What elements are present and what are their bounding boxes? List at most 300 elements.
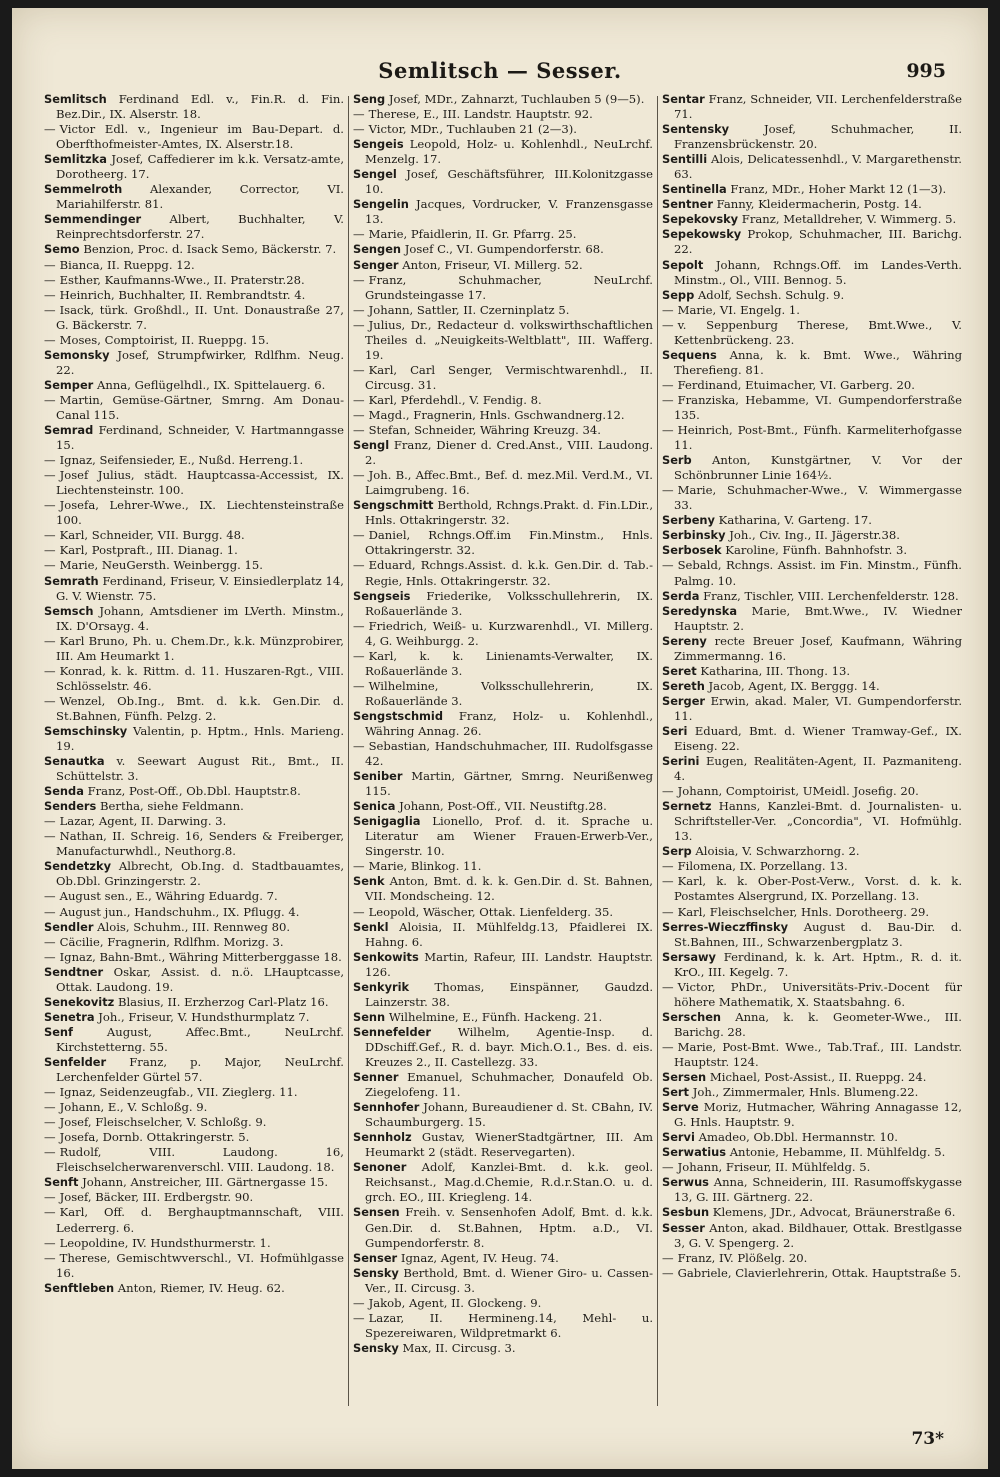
directory-entry bbox=[44, 423, 344, 453]
directory-entry bbox=[353, 679, 653, 709]
column-divider bbox=[657, 96, 658, 1406]
directory-entry bbox=[353, 769, 653, 799]
entry-details: Josef, Fleischselcher, V. Schloßg. 9. bbox=[59, 1115, 267, 1130]
entry-surname: Sengel bbox=[353, 167, 397, 182]
entry-surname: Semper bbox=[44, 377, 94, 392]
directory-entry bbox=[662, 393, 962, 423]
directory-entry bbox=[353, 167, 653, 197]
repeat-dash: — bbox=[44, 1250, 56, 1265]
repeat-dash: — bbox=[353, 678, 365, 693]
entry-details: Friedrich, Weiß- u. Kurzwarenhdl., VI. Millerg. 4, G. Weihburgg. 2. bbox=[365, 618, 653, 648]
repeat-dash: — bbox=[44, 1100, 56, 1115]
directory-entry bbox=[44, 694, 344, 724]
entry-surname: Semrath bbox=[44, 573, 99, 588]
directory-entry bbox=[662, 543, 962, 558]
directory-entry bbox=[44, 950, 344, 965]
directory-entry bbox=[44, 152, 344, 182]
entry-details: Karl, Postpraft., III. Dianag. 1. bbox=[59, 543, 238, 558]
entry-details: Eugen, Realitäten-Agent, II. Pazmaniteng. 4. bbox=[674, 754, 962, 784]
directory-entry bbox=[662, 378, 962, 393]
repeat-dash: — bbox=[662, 483, 674, 498]
directory-entry bbox=[353, 1160, 653, 1205]
entry-surname: Sensen bbox=[353, 1205, 400, 1220]
directory-entry bbox=[44, 498, 344, 528]
directory-entry bbox=[44, 378, 344, 393]
entry-details: Max, II. Circusg. 3. bbox=[402, 1340, 516, 1355]
directory-entry bbox=[44, 273, 344, 288]
repeat-dash: — bbox=[44, 663, 56, 678]
entry-surname: Senner bbox=[353, 1070, 399, 1085]
entry-details: Valentin, p. Hptm., Hnls. Marieng. 19. bbox=[56, 723, 344, 754]
entry-details: Victor, MDr., Tuchlauben 21 (2—3). bbox=[368, 122, 577, 137]
entry-details: Johann, Anstreicher, III. Gärtnergasse 15. bbox=[82, 1175, 329, 1190]
entry-surname: Senger bbox=[353, 257, 399, 272]
entry-details: Johann, Amtsdiener im LVerth. Minstm., IX. D'Orsayg. 4. bbox=[56, 603, 344, 633]
entry-details: Therese, E., III. Landstr. Hauptstr. 92. bbox=[368, 107, 593, 122]
directory-entry bbox=[662, 1010, 962, 1040]
entry-details: Esther, Kaufmanns-Wwe., II. Praterstr.28. bbox=[59, 272, 305, 287]
entry-details: Wilhelmine, Volksschullehrerin, IX. Roßauerlände 3. bbox=[365, 678, 653, 708]
repeat-dash: — bbox=[353, 1295, 365, 1310]
repeat-dash: — bbox=[662, 859, 674, 874]
directory-entry bbox=[662, 664, 962, 679]
entry-surname: Serp bbox=[662, 844, 692, 859]
column-divider bbox=[348, 96, 349, 1406]
entry-details: Gabriele, Clavierlehrerin, Ottak. Hauptstraße 5. bbox=[677, 1265, 962, 1280]
directory-entry bbox=[44, 634, 344, 664]
entry-details: Josef C., VI. Gumpendorferstr. 68. bbox=[404, 242, 604, 257]
directory-entry bbox=[662, 754, 962, 784]
directory-entry bbox=[662, 423, 962, 453]
entry-surname: Semlitzka bbox=[44, 152, 107, 167]
entry-details: Nathan, II. Schreig. 16, Senders & Freiberger, Manufacturwhdl., Neuthorg.8. bbox=[56, 829, 344, 859]
directory-entry bbox=[353, 709, 653, 739]
directory-entry bbox=[662, 528, 962, 543]
directory-entry bbox=[44, 1115, 344, 1130]
directory-entry bbox=[662, 1130, 962, 1145]
directory-entry bbox=[662, 874, 962, 904]
directory-entry bbox=[662, 558, 962, 588]
entry-surname: Seng bbox=[353, 92, 386, 106]
repeat-dash: — bbox=[353, 423, 365, 438]
entry-surname: Sersawy bbox=[662, 949, 716, 964]
entry-details: Aloisia, II. Mühlfeldg.13, Pfaidlerei IX. Hahng. 6. bbox=[365, 919, 653, 949]
directory-entry bbox=[662, 1221, 962, 1251]
entry-details: Franz, Schneider, VII. Lerchenfelderstraße 71. bbox=[674, 92, 962, 122]
entry-details: Daniel, Rchngs.Off.im Fin.Minstm., Hnls. Ottakringerstr. 32. bbox=[365, 528, 653, 558]
repeat-dash: — bbox=[44, 468, 56, 483]
entry-details: recte Breuer Josef, Kaufmann, Währing Zimmermanng. 16. bbox=[674, 633, 962, 663]
directory-entry bbox=[662, 1251, 962, 1266]
repeat-dash: — bbox=[662, 302, 674, 317]
directory-entry bbox=[44, 393, 344, 423]
entry-details: Rudolf, VIII. Laudong. 16, Fleischselcherwarenverschl. VIII. Laudong. 18. bbox=[56, 1145, 344, 1175]
directory-entry bbox=[353, 498, 653, 528]
entry-surname: Sengstschmid bbox=[353, 708, 443, 723]
directory-entry bbox=[662, 303, 962, 318]
entry-surname: Seniber bbox=[353, 769, 403, 784]
directory-entry bbox=[662, 589, 962, 604]
directory-entry bbox=[662, 453, 962, 483]
entry-details: Ignaz, Seifensieder, E., Nußd. Herreng.1. bbox=[59, 453, 304, 468]
entry-details: Victor Edl. v., Ingenieur im Bau-Depart. d. Oberfthofmeister-Amtes, IX. Alserstr.18. bbox=[56, 122, 344, 152]
directory-entry bbox=[353, 122, 653, 137]
entry-details: Karoline, Fünfh. Bahnhofstr. 3. bbox=[725, 543, 908, 558]
entry-surname: Semmendinger bbox=[44, 212, 142, 227]
entry-surname: Sengl bbox=[353, 438, 390, 453]
entry-surname: Sennefelder bbox=[353, 1024, 431, 1039]
repeat-dash: — bbox=[44, 633, 56, 648]
entry-details: Ferdinand, Schneider, V. Hartmanngasse 15. bbox=[56, 423, 344, 453]
page-title: Semlitsch — Sesser. bbox=[378, 58, 622, 83]
entry-details: Ferdinand Edl. v., Fin.R. d. Fin. Bez.Dir., IX. Alserstr. 18. bbox=[56, 92, 344, 122]
entry-details: Gustav, WienerStadtgärtner, III. Am Heumarkt 2 (städt. Reservegarten). bbox=[365, 1130, 653, 1160]
repeat-dash: — bbox=[44, 829, 56, 844]
entry-details: Eduard, Bmt. d. Wiener Tramway-Gef., IX. Eiseng. 22. bbox=[674, 723, 962, 754]
directory-entry bbox=[44, 920, 344, 935]
directory-entry bbox=[44, 348, 344, 378]
directory-entry bbox=[353, 227, 653, 242]
entry-details: Leopoldine, IV. Hundsthurmerstr. 1. bbox=[59, 1235, 271, 1250]
repeat-dash: — bbox=[44, 1235, 56, 1250]
directory-entry bbox=[44, 965, 344, 995]
entry-surname: Servi bbox=[662, 1130, 695, 1145]
entry-details: Karl, k. k. Ober-Post-Verw., Vorst. d. k. k. Postamtes Alsergrund, IX. Porzellang. 13. bbox=[674, 874, 962, 904]
repeat-dash: — bbox=[662, 874, 674, 889]
entry-details: Bianca, II. Rueppg. 12. bbox=[59, 257, 195, 272]
repeat-dash: — bbox=[353, 392, 365, 407]
directory-entry bbox=[44, 1281, 344, 1296]
page-number: 995 bbox=[906, 60, 946, 82]
entry-details: Filomena, IX. Porzellang. 13. bbox=[677, 859, 848, 874]
entry-details: Katharina, III. Thong. 13. bbox=[700, 663, 851, 678]
entry-details: Josef, Geschäftsführer, III.Kolonitzgasse 10. bbox=[365, 167, 653, 197]
entry-surname: Senf bbox=[44, 1024, 73, 1039]
directory-entry bbox=[353, 242, 653, 257]
directory-entry bbox=[44, 664, 344, 694]
repeat-dash: — bbox=[44, 1130, 56, 1145]
entry-surname: Seret bbox=[662, 663, 697, 678]
entry-details: Stefan, Schneider, Währing Kreuzg. 34. bbox=[368, 423, 601, 438]
entry-surname: Sendetzky bbox=[44, 859, 111, 874]
entry-details: Joh., Friseur, V. Hundsthurmplatz 7. bbox=[98, 1009, 310, 1024]
entry-details: Anna, k. k. Geometer-Wwe., III. Barichg. 28. bbox=[674, 1009, 962, 1039]
entry-details: Marie, Bmt.Wwe., IV. Wiedner Hauptstr. 2. bbox=[674, 603, 962, 633]
entry-details: Victor, PhDr., Universitäts-Priv.-Docent für höhere Mathematik, X. Staatsbahng. 6. bbox=[674, 979, 962, 1009]
directory-entry bbox=[44, 288, 344, 303]
directory-entry bbox=[44, 543, 344, 558]
entry-surname: Senser bbox=[353, 1250, 398, 1265]
entry-surname: Serres-Wieczffinsky bbox=[662, 919, 789, 934]
entry-surname: Senkl bbox=[353, 919, 389, 934]
entry-surname: Sequens bbox=[662, 347, 717, 362]
entry-surname: Sentilli bbox=[662, 152, 708, 167]
entry-details: Ferdinand, Friseur, V. Einsiedlerplatz 14, G. V. Wienstr. 75. bbox=[56, 573, 344, 603]
directory-entry bbox=[353, 137, 653, 167]
entry-details: Marie, Post-Bmt. Wwe., Tab.Traf., III. Landstr. Hauptstr. 124. bbox=[674, 1039, 962, 1069]
entry-details: Marie, Schuhmacher-Wwe., V. Wimmergasse 33. bbox=[674, 483, 962, 513]
entry-surname: Serda bbox=[662, 588, 700, 603]
directory-entry bbox=[353, 558, 653, 588]
repeat-dash: — bbox=[44, 904, 56, 919]
directory-entry bbox=[662, 1175, 962, 1205]
directory-entry bbox=[44, 1055, 344, 1085]
repeat-dash: — bbox=[353, 739, 365, 754]
entry-surname: Sennholz bbox=[353, 1130, 412, 1145]
directory-entry bbox=[662, 784, 962, 799]
directory-columns bbox=[44, 92, 962, 1422]
entry-details: Franz, Schuhmacher, NeuLrchf. Grundsteingasse 17. bbox=[365, 272, 653, 302]
entry-details: Fanny, Kleidermacherin, Postg. 14. bbox=[716, 197, 922, 212]
entry-details: Martin, Rafeur, III. Landstr. Hauptstr. 126. bbox=[365, 949, 653, 979]
directory-entry bbox=[44, 528, 344, 543]
signature-mark: 73* bbox=[911, 1429, 944, 1449]
entry-surname: Semschinsky bbox=[44, 723, 128, 738]
entry-details: Franziska, Hebamme, VI. Gumpendorferstraße 135. bbox=[674, 392, 962, 422]
entry-surname: Sereny bbox=[662, 633, 707, 648]
entry-details: Martin, Gemüse-Gärtner, Smrng. Am Donau-Canal 115. bbox=[56, 392, 344, 422]
entry-surname: Senkyrik bbox=[353, 979, 410, 994]
directory-entry bbox=[662, 724, 962, 754]
entry-surname: Senekovitz bbox=[44, 994, 115, 1009]
directory-entry bbox=[662, 1266, 962, 1281]
entry-surname: Senn bbox=[353, 1009, 386, 1024]
directory-entry bbox=[662, 1040, 962, 1070]
entry-surname: Serb bbox=[662, 453, 692, 468]
entry-details: Sebastian, Handschuhmacher, III. Rudolfsgasse 42. bbox=[365, 739, 653, 769]
column-2 bbox=[353, 92, 653, 1422]
entry-details: Franz, MDr., Hoher Markt 12 (1—3). bbox=[730, 182, 947, 197]
entry-details: Antonie, Hebamme, II. Mühlfeldg. 5. bbox=[729, 1145, 946, 1160]
entry-details: Josef, Strumpfwirker, Rdlfhm. Neug. 22. bbox=[56, 347, 344, 377]
entry-details: August sen., E., Währing Eduardg. 7. bbox=[59, 889, 278, 904]
directory-entry bbox=[44, 242, 344, 257]
entry-surname: Seri bbox=[662, 723, 688, 738]
entry-details: August jun., Handschuhm., IX. Pflugg. 4. bbox=[59, 904, 300, 919]
directory-entry bbox=[662, 288, 962, 303]
repeat-dash: — bbox=[662, 1039, 674, 1054]
entry-surname: Senica bbox=[353, 799, 396, 814]
entry-surname: Seredynska bbox=[662, 603, 738, 618]
entry-details: Ignaz, Agent, IV. Heug. 74. bbox=[400, 1250, 559, 1265]
entry-details: Marie, VI. Engelg. 1. bbox=[677, 302, 800, 317]
entry-surname: Semlitsch bbox=[44, 92, 107, 106]
directory-entry bbox=[353, 408, 653, 423]
directory-entry bbox=[44, 1251, 344, 1281]
directory-entry bbox=[44, 889, 344, 904]
entry-details: Franz, Holz- u. Kohlenhdl., Währing Annag. 26. bbox=[365, 708, 653, 738]
entry-details: Karl Bruno, Ph. u. Chem.Dr., k.k. Münzprobirer, III. Am Heumarkt 1. bbox=[56, 633, 344, 663]
directory-entry bbox=[662, 604, 962, 634]
directory-entry bbox=[44, 182, 344, 212]
entry-details: Josef, MDr., Zahnarzt, Tuchlauben 5 (9—5). bbox=[388, 92, 645, 106]
repeat-dash: — bbox=[662, 377, 674, 392]
repeat-dash: — bbox=[44, 1145, 56, 1160]
entry-details: Leopold, Wäscher, Ottak. Lienfelderg. 35. bbox=[368, 904, 614, 919]
entry-surname: Sesbun bbox=[662, 1205, 710, 1220]
entry-surname: Sert bbox=[662, 1085, 689, 1100]
entry-details: Anton, Riemer, IV. Heug. 62. bbox=[117, 1280, 285, 1295]
directory-entry bbox=[44, 1100, 344, 1115]
entry-details: Anton, Friseur, VI. Millerg. 52. bbox=[402, 257, 583, 272]
directory-entry bbox=[44, 905, 344, 920]
directory-entry bbox=[44, 859, 344, 889]
entry-surname: Serwus bbox=[662, 1175, 709, 1190]
directory-entry bbox=[662, 1100, 962, 1130]
directory-entry bbox=[44, 1190, 344, 1205]
repeat-dash: — bbox=[44, 453, 56, 468]
directory-entry bbox=[353, 920, 653, 950]
directory-entry bbox=[353, 107, 653, 122]
directory-entry bbox=[662, 844, 962, 859]
entry-details: Johann, Friseur, II. Mühlfeldg. 5. bbox=[677, 1160, 871, 1175]
directory-entry bbox=[44, 1175, 344, 1190]
directory-entry bbox=[353, 1266, 653, 1296]
repeat-dash: — bbox=[44, 1205, 56, 1220]
entry-surname: Sendler bbox=[44, 919, 94, 934]
entry-details: Franz, Metalldreher, V. Wimmerg. 5. bbox=[741, 212, 957, 227]
entry-surname: Sepp bbox=[662, 287, 695, 302]
directory-entry bbox=[44, 1236, 344, 1251]
directory-entry bbox=[44, 453, 344, 468]
directory-entry bbox=[44, 212, 344, 242]
directory-entry bbox=[353, 1010, 653, 1025]
directory-entry bbox=[662, 318, 962, 348]
entry-details: Isack, türk. Großhdl., II. Unt. Donaustraße 27, G. Bäckerstr. 7. bbox=[56, 302, 344, 332]
entry-surname: Sentensky bbox=[662, 122, 730, 137]
repeat-dash: — bbox=[662, 558, 674, 573]
directory-entry bbox=[44, 784, 344, 799]
repeat-dash: — bbox=[662, 979, 674, 994]
repeat-dash: — bbox=[44, 814, 56, 829]
entry-surname: Sengseis bbox=[353, 588, 411, 603]
entry-details: Karl, Off. d. Berghauptmannschaft, VIII. Lederrerg. 6. bbox=[56, 1205, 344, 1235]
directory-entry bbox=[353, 874, 653, 904]
entry-details: Adolf, Sechsh. Schulg. 9. bbox=[697, 287, 845, 302]
directory-entry bbox=[353, 1205, 653, 1250]
directory-entry bbox=[44, 1010, 344, 1025]
directory-entry bbox=[44, 333, 344, 348]
entry-surname: Senfelder bbox=[44, 1055, 107, 1069]
repeat-dash: — bbox=[44, 1190, 56, 1205]
entry-surname: Sentner bbox=[662, 197, 713, 212]
directory-entry bbox=[353, 393, 653, 408]
directory-entry bbox=[353, 363, 653, 393]
repeat-dash: — bbox=[353, 272, 365, 287]
entry-details: Moriz, Hutmacher, Währing Annagasse 12, G. Hnls. Hauptstr. 9. bbox=[674, 1100, 962, 1130]
entry-details: Therese, Gemischtwverschl., VI. Hofmühlgasse 16. bbox=[56, 1250, 344, 1280]
repeat-dash: — bbox=[44, 122, 56, 137]
entry-surname: Serve bbox=[662, 1100, 699, 1115]
entry-details: Amadeo, Ob.Dbl. Hermannstr. 10. bbox=[698, 1130, 898, 1145]
directory-entry bbox=[44, 829, 344, 859]
entry-surname: Sentar bbox=[662, 92, 705, 106]
repeat-dash: — bbox=[353, 859, 365, 874]
entry-surname: Semmelroth bbox=[44, 182, 123, 197]
directory-entry bbox=[353, 589, 653, 619]
entry-details: Anton, Kunstgärtner, V. Vor der Schönbrunner Linie 164½. bbox=[674, 453, 962, 483]
repeat-dash: — bbox=[353, 1310, 365, 1325]
entry-details: Ignaz, Bahn-Bmt., Währing Mitterberggasse 18. bbox=[59, 949, 342, 964]
repeat-dash: — bbox=[353, 618, 365, 633]
entry-details: Josef, Bäcker, III. Erdbergstr. 90. bbox=[59, 1190, 254, 1205]
directory-entry bbox=[353, 423, 653, 438]
directory-entry bbox=[353, 1100, 653, 1130]
repeat-dash: — bbox=[44, 1085, 56, 1100]
entry-details: Sebald, Rchngs. Assist. im Fin. Minstm., Fünfh. Palmg. 10. bbox=[674, 558, 962, 588]
repeat-dash: — bbox=[662, 1160, 674, 1175]
directory-entry bbox=[353, 1341, 653, 1356]
entry-details: Ferdinand, Etuimacher, VI. Garberg. 20. bbox=[677, 377, 915, 392]
entry-surname: Serschen bbox=[662, 1009, 722, 1024]
repeat-dash: — bbox=[353, 302, 365, 317]
entry-surname: Semonsky bbox=[44, 347, 110, 362]
entry-surname: Sengschmitt bbox=[353, 498, 434, 513]
entry-surname: Sendtner bbox=[44, 964, 104, 979]
entry-surname: Sennhofer bbox=[353, 1100, 420, 1115]
entry-surname: Sesser bbox=[662, 1220, 705, 1235]
entry-details: Katharina, V. Garteng. 17. bbox=[718, 513, 872, 528]
entry-details: Karl, Carl Senger, Vermischtwarenhdl., II. Circusg. 31. bbox=[365, 362, 653, 392]
repeat-dash: — bbox=[662, 423, 674, 438]
entry-details: Joh., Civ. Ing., II. Jägerstr.38. bbox=[729, 528, 900, 543]
entry-surname: Senigaglia bbox=[353, 814, 421, 829]
entry-details: v. Seppenburg Therese, Bmt.Wwe., V. Kettenbrückeng. 23. bbox=[674, 317, 962, 347]
repeat-dash: — bbox=[662, 1265, 674, 1280]
repeat-dash: — bbox=[353, 904, 365, 919]
entry-details: Jakob, Agent, II. Glockeng. 9. bbox=[368, 1295, 542, 1310]
directory-entry bbox=[44, 92, 344, 122]
directory-entry bbox=[44, 468, 344, 498]
entry-details: Berthold, Rchngs.Prakt. d. Fin.LDir., Hnls. Ottakringerstr. 32. bbox=[365, 498, 653, 528]
directory-entry bbox=[662, 227, 962, 257]
entry-details: Adolf, Kanzlei-Bmt. d. k.k. geol. Reichsanst., Mag.d.Chemie, R.d.r.Stan.O. u. d. grch. EO., III. Kriegleng. 14. bbox=[365, 1160, 653, 1205]
directory-entry bbox=[353, 1070, 653, 1100]
entry-details: Franz, Diener d. Cred.Anst., VIII. Laudong. 2. bbox=[365, 438, 653, 468]
repeat-dash: — bbox=[662, 904, 674, 919]
directory-entry bbox=[353, 273, 653, 303]
entry-details: August d. Bau-Dir. d. St.Bahnen, III., Schwarzenbergplatz 3. bbox=[674, 919, 962, 949]
directory-entry bbox=[662, 694, 962, 724]
directory-entry bbox=[662, 950, 962, 980]
entry-surname: Sentinella bbox=[662, 182, 727, 197]
entry-surname: Semrad bbox=[44, 423, 94, 438]
entry-details: Hanns, Kanzlei-Bmt. d. Journalisten- u. Schriftsteller-Ver. „Concordia", VI. Hofmühlg. 13. bbox=[674, 799, 962, 844]
directory-entry bbox=[353, 318, 653, 363]
entry-details: Marie, NeuGersth. Weinbergg. 15. bbox=[59, 558, 263, 573]
entry-details: Prokop, Schuhmacher, III. Barichg. 22. bbox=[674, 227, 962, 257]
entry-details: Karl, Pferdehdl., V. Fendig. 8. bbox=[368, 392, 542, 407]
entry-details: Ferdinand, k. k. Art. Hptm., R. d. it. KrO., III. Kegelg. 7. bbox=[674, 949, 962, 979]
directory-entry bbox=[353, 905, 653, 920]
directory-entry bbox=[662, 1070, 962, 1085]
directory-entry bbox=[662, 212, 962, 227]
entry-details: Josef, Caffedierer im k.k. Versatz-amte, Dorotheerg. 17. bbox=[56, 152, 344, 182]
repeat-dash: — bbox=[353, 122, 365, 137]
entry-details: Jacques, Vordrucker, V. Franzensgasse 13. bbox=[365, 197, 653, 227]
entry-details: Alois, Delicatessenhdl., V. Margarethenstr. 63. bbox=[674, 152, 962, 182]
entry-details: Franz, IV. Plößelg. 20. bbox=[677, 1250, 808, 1265]
entry-details: Heinrich, Buchhalter, II. Rembrandtstr. 4. bbox=[59, 287, 306, 302]
entry-details: Alexander, Corrector, VI. Mariahilferstr. 81. bbox=[56, 182, 344, 212]
entry-details: Bertha, siehe Feldmann. bbox=[100, 799, 244, 814]
column-3 bbox=[662, 92, 962, 1422]
entry-details: Cäcilie, Fragnerin, Rdlfhm. Morizg. 3. bbox=[59, 934, 284, 949]
repeat-dash: — bbox=[662, 784, 674, 799]
directory-entry bbox=[353, 649, 653, 679]
directory-entry bbox=[44, 303, 344, 333]
entry-surname: Senk bbox=[353, 874, 385, 889]
